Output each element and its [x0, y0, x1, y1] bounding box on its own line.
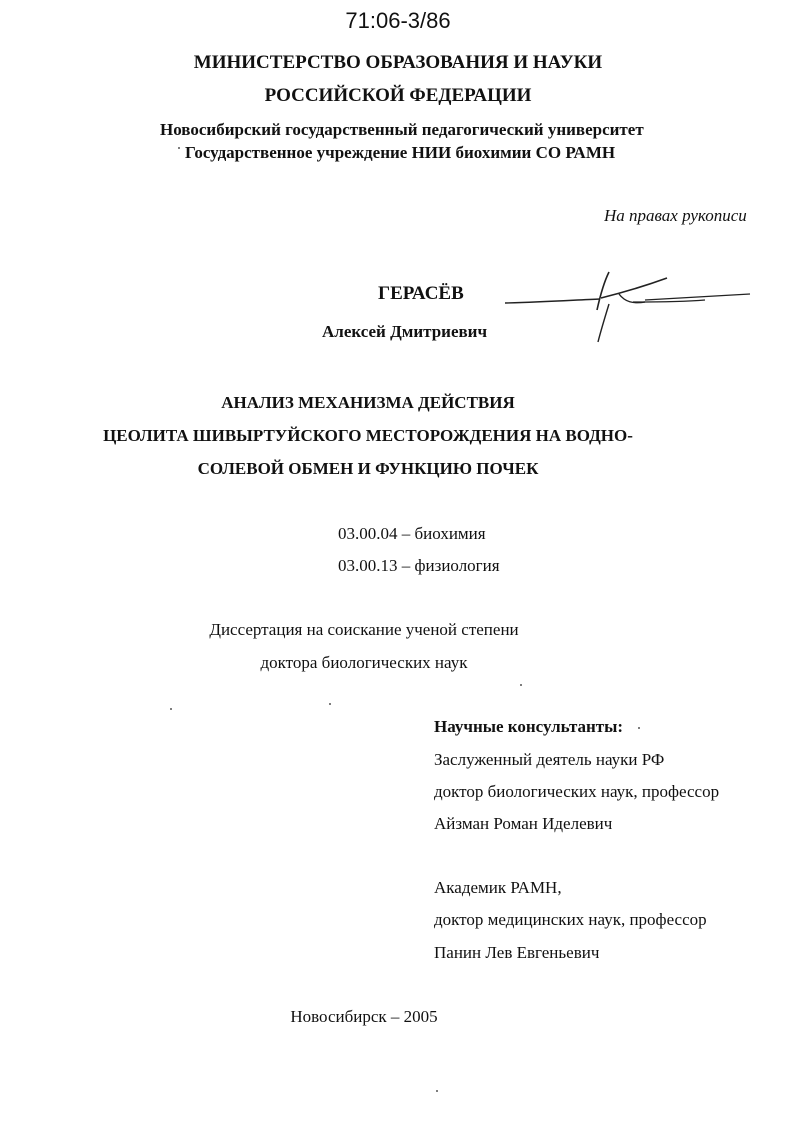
author-surname: ГЕРАСЁВ [378, 283, 464, 304]
scan-speck [170, 708, 172, 710]
author-given-names: Алексей Дмитриевич [322, 322, 488, 341]
consultant-1-title: Заслуженный деятель науки РФ [434, 750, 665, 769]
scan-speck [329, 703, 331, 705]
place-year: Новосибирск – 2005 [290, 1007, 438, 1026]
ministry-line-2: РОССИЙСКОЙ ФЕДЕРАЦИИ [264, 85, 532, 106]
signature-image [505, 262, 755, 352]
scan-speck [436, 1090, 438, 1092]
consultant-2-degree: доктор медицинских наук, профессор [434, 910, 707, 929]
consultant-1-name: Айзман Роман Иделевич [434, 814, 613, 833]
consultant-1-degree: доктор биологических наук, профессор [434, 782, 720, 801]
ministry-line-1: МИНИСТЕРСТВО ОБРАЗОВАНИЯ И НАУКИ [193, 52, 603, 73]
title-line-2: ЦЕОЛИТА ШИВЫРТУЙСКОГО МЕСТОРОЖДЕНИЯ НА ВОДНО- [103, 426, 633, 445]
scan-speck [178, 147, 180, 149]
consultant-2-name: Панин Лев Евгеньевич [434, 943, 600, 962]
specialty-physiology: 03.00.13 – физиология [338, 556, 500, 575]
specialty-biochemistry: 03.00.04 – биохимия [338, 524, 486, 543]
degree-line-2: доктора биологических наук [260, 653, 468, 672]
scan-speck [638, 727, 640, 729]
consultants-heading: Научные консультанты: [434, 717, 624, 736]
university-name: Новосибирский государственный педагогический университет [160, 120, 644, 139]
consultant-2-title: Академик РАМН, [434, 878, 562, 897]
scan-speck [520, 684, 522, 686]
manuscript-note: На правах рукописи [604, 206, 747, 225]
title-line-3: СОЛЕВОЙ ОБМЕН И ФУНКЦИЮ ПОЧЕК [197, 459, 539, 478]
catalog-stamp: 71:06-3/86 [345, 8, 451, 33]
title-line-1: АНАЛИЗ МЕХАНИЗМА ДЕЙСТВИЯ [221, 393, 515, 412]
degree-line-1: Диссертация на соискание ученой степени [209, 620, 519, 639]
institute-name: Государственное учреждение НИИ биохимии СО РАМН [185, 143, 616, 162]
